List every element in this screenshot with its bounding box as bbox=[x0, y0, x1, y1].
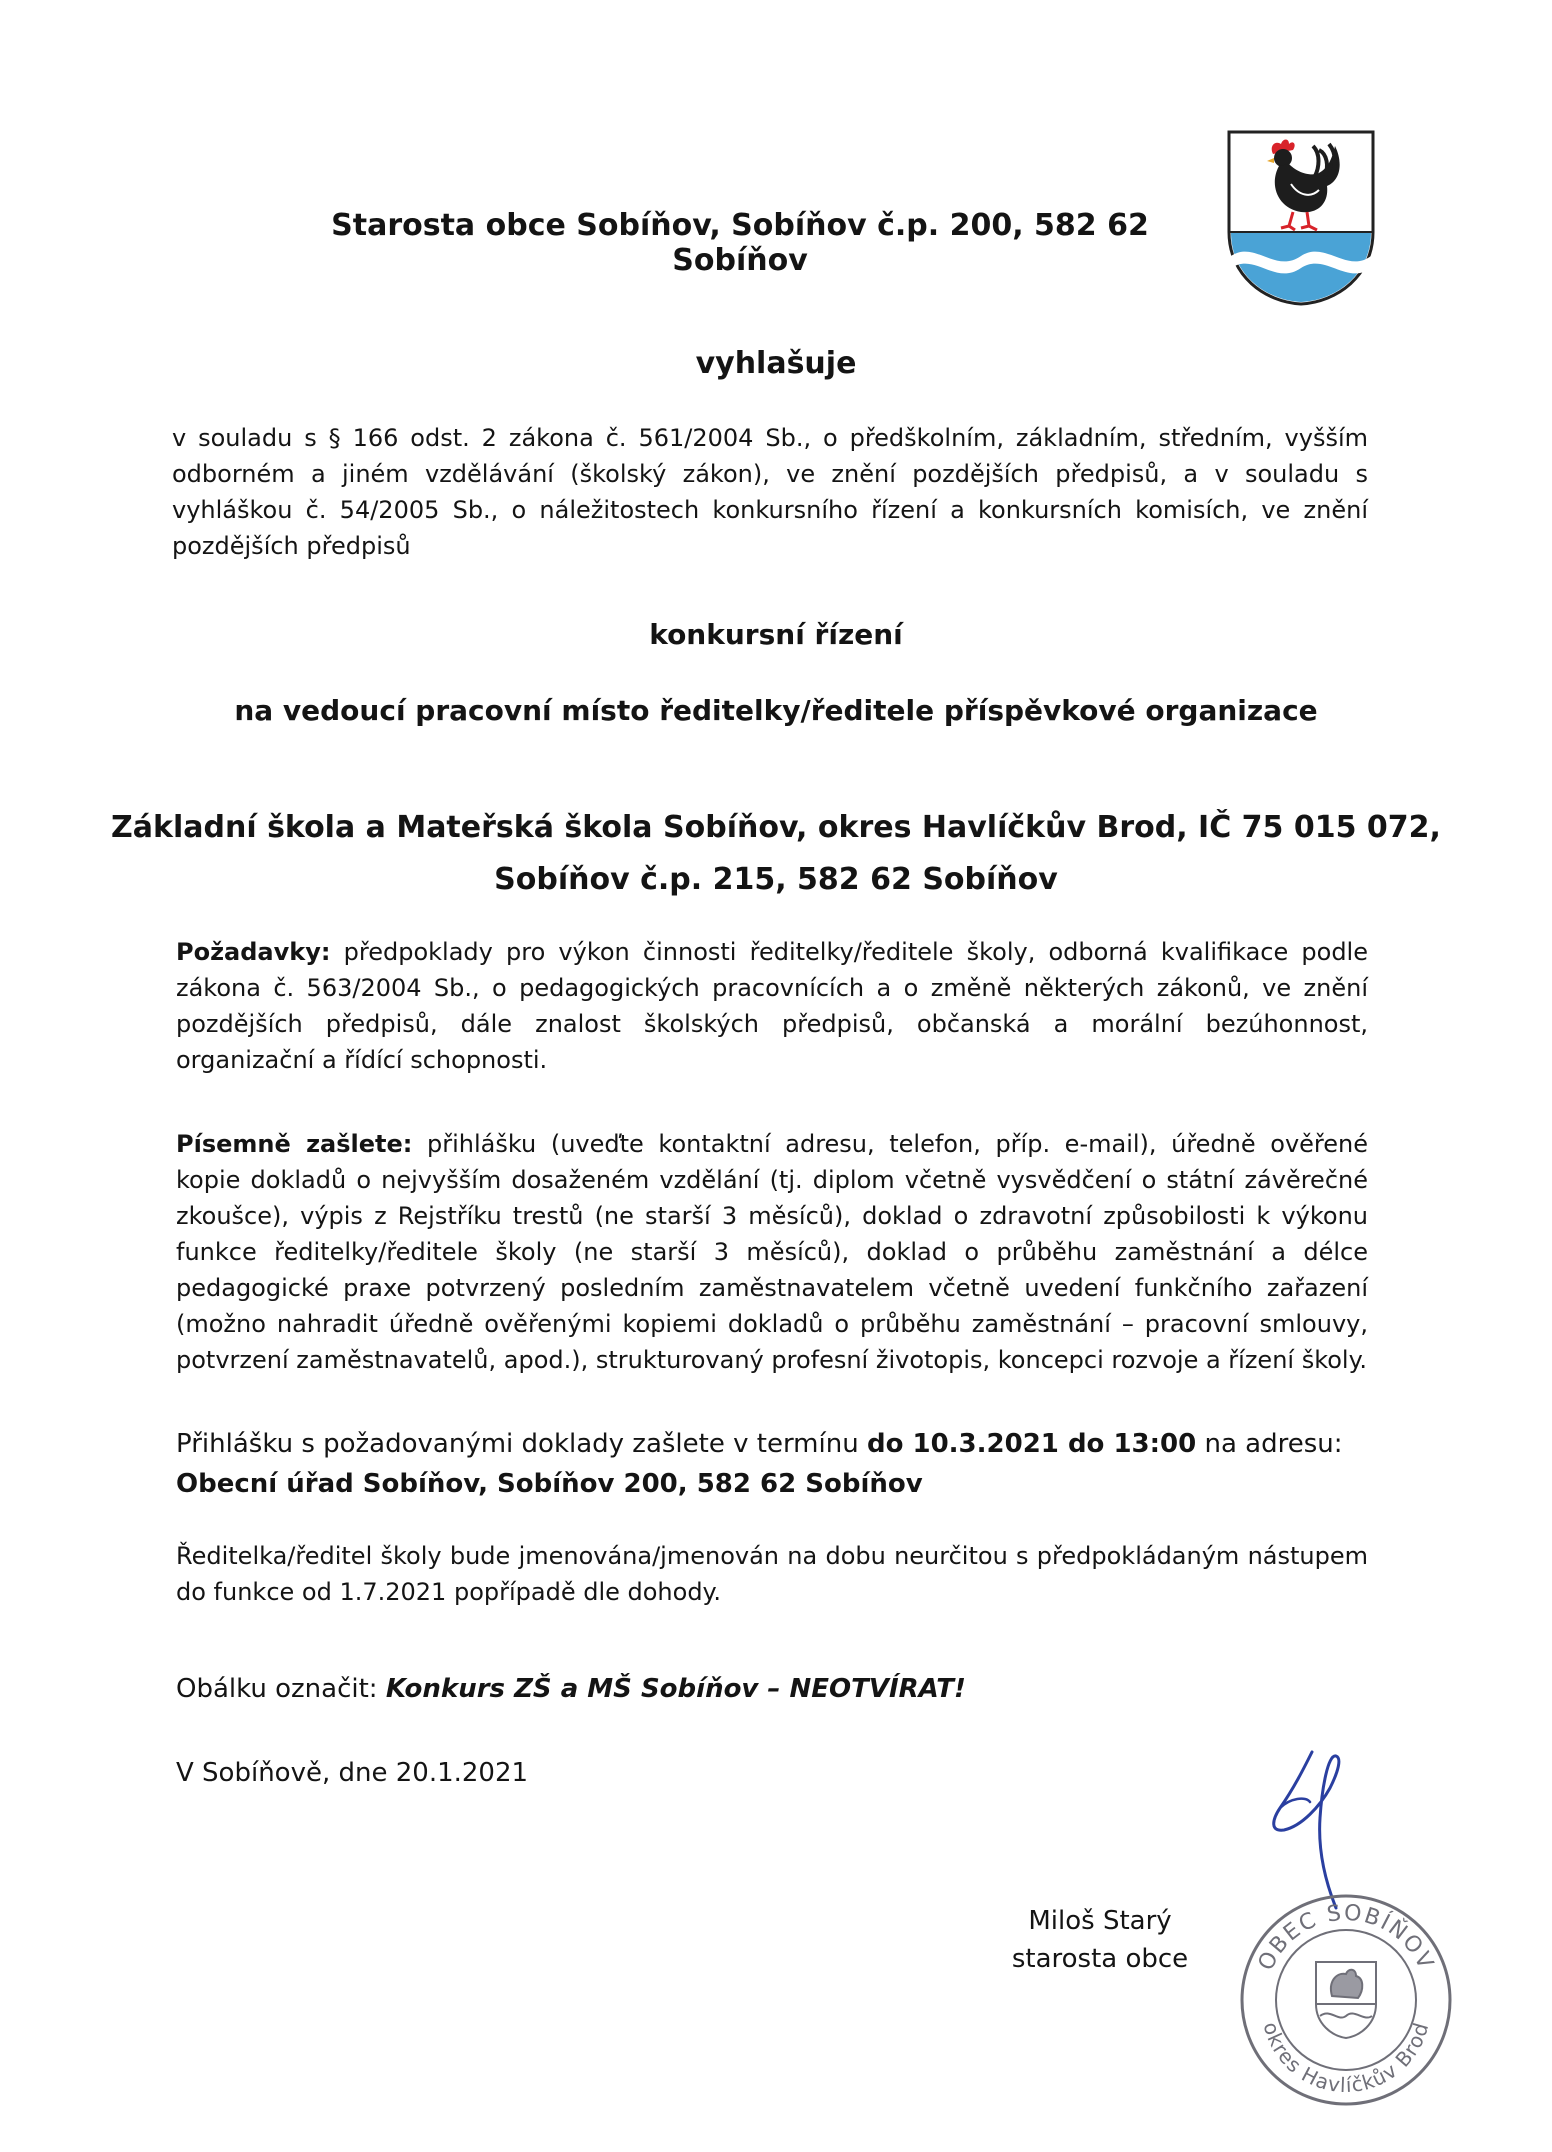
appointment-paragraph: Ředitelka/ředitel školy bude jmenována/jmenován na dobu neurčitou s předpokládaným nástupem do funkce od 1.7.2021 popřípadě dle dohody. bbox=[176, 1542, 1368, 1606]
documents-text: přihlášku (uveďte kontaktní adresu, telefon, příp. e-mail), úředně ověřené kopie dokladů o nejvyšším dosaženém vzdělání (tj. diplom včetně vysvědčení o státní závěrečné zkoušce), výpis z Rejstříku trestů (ne starší 3 měsíců), doklad o zdravotní způsobilosti k výkonu funkce ředitelky/ředitele školy (ne starší 3 měsíců), doklad o průběhu zaměstnání a délce pedagogické praxe potvrzený posledním zaměstnavatelem včetně uvedení funkčního zařazení (možno nahradit úředně ověřenými kopiemi dokladů o průběhu zaměstnání – pracovní smlouvy, potvrzení zaměstnavatelů, apod.), strukturovaný profesní životopis, koncepci rozvoje a řízení školy. bbox=[176, 1130, 1369, 1374]
requirements-text: předpoklady pro výkon činnosti ředitelky/ředitele školy, odborná kvalifikace podle zákona č. 563/2004 Sb., o pedagogických pracovnících a o změně některých zákonů, ve znění pozdějších předpisů, dále znalost školských předpisů, občanská a morální bezúhonnost, organizační a řídící schopnosti. bbox=[176, 938, 1368, 1074]
signatory-name: Miloš Starý bbox=[1028, 1906, 1172, 1936]
submission-address: Obecní úřad Sobíňov, Sobíňov 200, 582 62 Sobíňov bbox=[176, 1469, 923, 1499]
official-stamp bbox=[1236, 1890, 1456, 2110]
coat-of-arms-icon bbox=[1225, 128, 1377, 308]
school-address-line: Sobíňov č.p. 215, 582 62 Sobíňov bbox=[494, 862, 1058, 897]
competition-title: konkursní řízení bbox=[649, 618, 903, 651]
announce-heading: vyhlašuje bbox=[695, 346, 857, 381]
legal-basis-paragraph: v souladu s § 166 odst. 2 zákona č. 561/2004 Sb., o předškolním, základním, středním, vyšším odborném a jiném vzdělávání (školský zákon), ve znění pozdějších předpisů, a v souladu s vyhláškou č. 54/2005 Sb., o náležitostech konkursního řízení a konkursních komisích, ve znění pozdějších předpisů bbox=[172, 424, 1368, 560]
requirements-label: Požadavky: bbox=[176, 938, 331, 966]
deadline-paragraph bbox=[176, 1424, 1368, 1504]
deadline-date: do 10.3.2021 bbox=[866, 1429, 1059, 1459]
place-and-date: V Sobíňově, dne 20.1.2021 bbox=[176, 1758, 529, 1788]
signatory-role: starosta obce bbox=[1011, 1944, 1189, 1974]
requirements-paragraph bbox=[176, 934, 1368, 1078]
documents-label: Písemně zašlete: bbox=[176, 1130, 413, 1158]
svg-text:okres Havlíčkův Brod: okres Havlíčkův Brod bbox=[1258, 2019, 1434, 2098]
deadline-time: do 13:00 bbox=[1058, 1429, 1197, 1459]
svg-text:OBEC SOBÍŇOV: OBEC SOBÍŇOV bbox=[1253, 1900, 1439, 1975]
envelope-prefix: Obálku označit: bbox=[176, 1674, 386, 1704]
deadline-prefix: Přihlášku s požadovanými doklady zašlete v termínu bbox=[176, 1429, 867, 1459]
documents-paragraph bbox=[176, 1126, 1368, 1378]
issuer-heading: Starosta obce Sobíňov, Sobíňov č.p. 200, 582 62 Sobíňov bbox=[331, 208, 1149, 278]
envelope-instruction bbox=[176, 1674, 966, 1704]
envelope-mark: Konkurs ZŠ a MŠ Sobíňov – NEOTVÍRAT! bbox=[385, 1674, 966, 1704]
position-title: na vedoucí pracovní místo ředitelky/ředitele příspěvkové organizace bbox=[234, 694, 1318, 727]
deadline-suffix: na adresu: bbox=[1196, 1429, 1343, 1459]
school-name-line: Základní škola a Mateřská škola Sobíňov, okres Havlíčkův Brod, IČ 75 015 072, bbox=[111, 810, 1441, 845]
